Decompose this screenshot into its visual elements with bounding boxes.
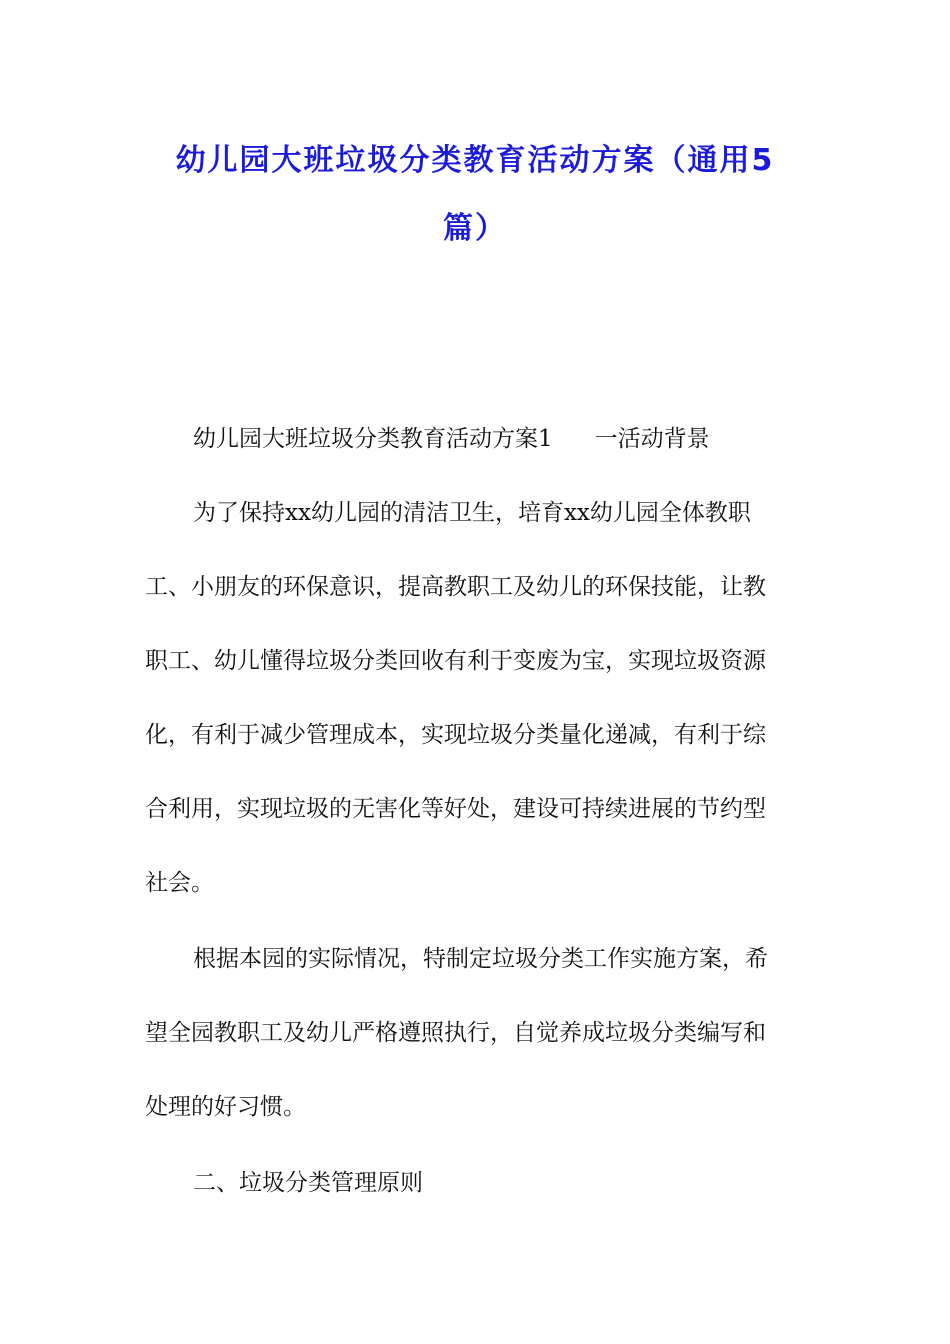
paragraph-1-line-2: 工、小朋友的环保意识，提高教职工及幼儿的环保技能，让教 [145,574,766,600]
paragraph-1-line-1: 为了保持xx幼儿园的清洁卫生，培育xx幼儿园全体教职 [193,500,751,526]
document-title-line-2: 篇） [443,211,507,246]
paragraph-1-line-4: 化，有利于减少管理成本，实现垃圾分类量化递减，有利于综 [145,722,766,748]
section-1-heading-row [193,420,853,453]
document-title-line-1: 幼儿园大班垃圾分类教育活动方案（通用5 [175,143,775,178]
paragraph-2-line-2: 望全园教职工及幼儿严格遵照执行，自觉养成垃圾分类编写和 [145,1020,766,1046]
section-1-subheading: 一活动背景 [594,426,710,452]
paragraph-1-line-6: 社会。 [145,870,214,896]
paragraph-2-line-3: 处理的好习惯。 [145,1094,306,1120]
section-1-heading: 幼儿园大班垃圾分类教育活动方案1 [193,426,553,452]
paragraph-2-line-1: 根据本园的实际情况，特制定垃圾分类工作实施方案，希 [193,946,768,972]
paragraph-1-line-5: 合利用，实现垃圾的无害化等好处，建设可持续进展的节约型 [145,796,766,822]
section-2-heading: 二、垃圾分类管理原则 [193,1170,423,1196]
paragraph-1-line-3: 职工、幼儿懂得垃圾分类回收有利于变废为宝，实现垃圾资源 [145,648,766,674]
